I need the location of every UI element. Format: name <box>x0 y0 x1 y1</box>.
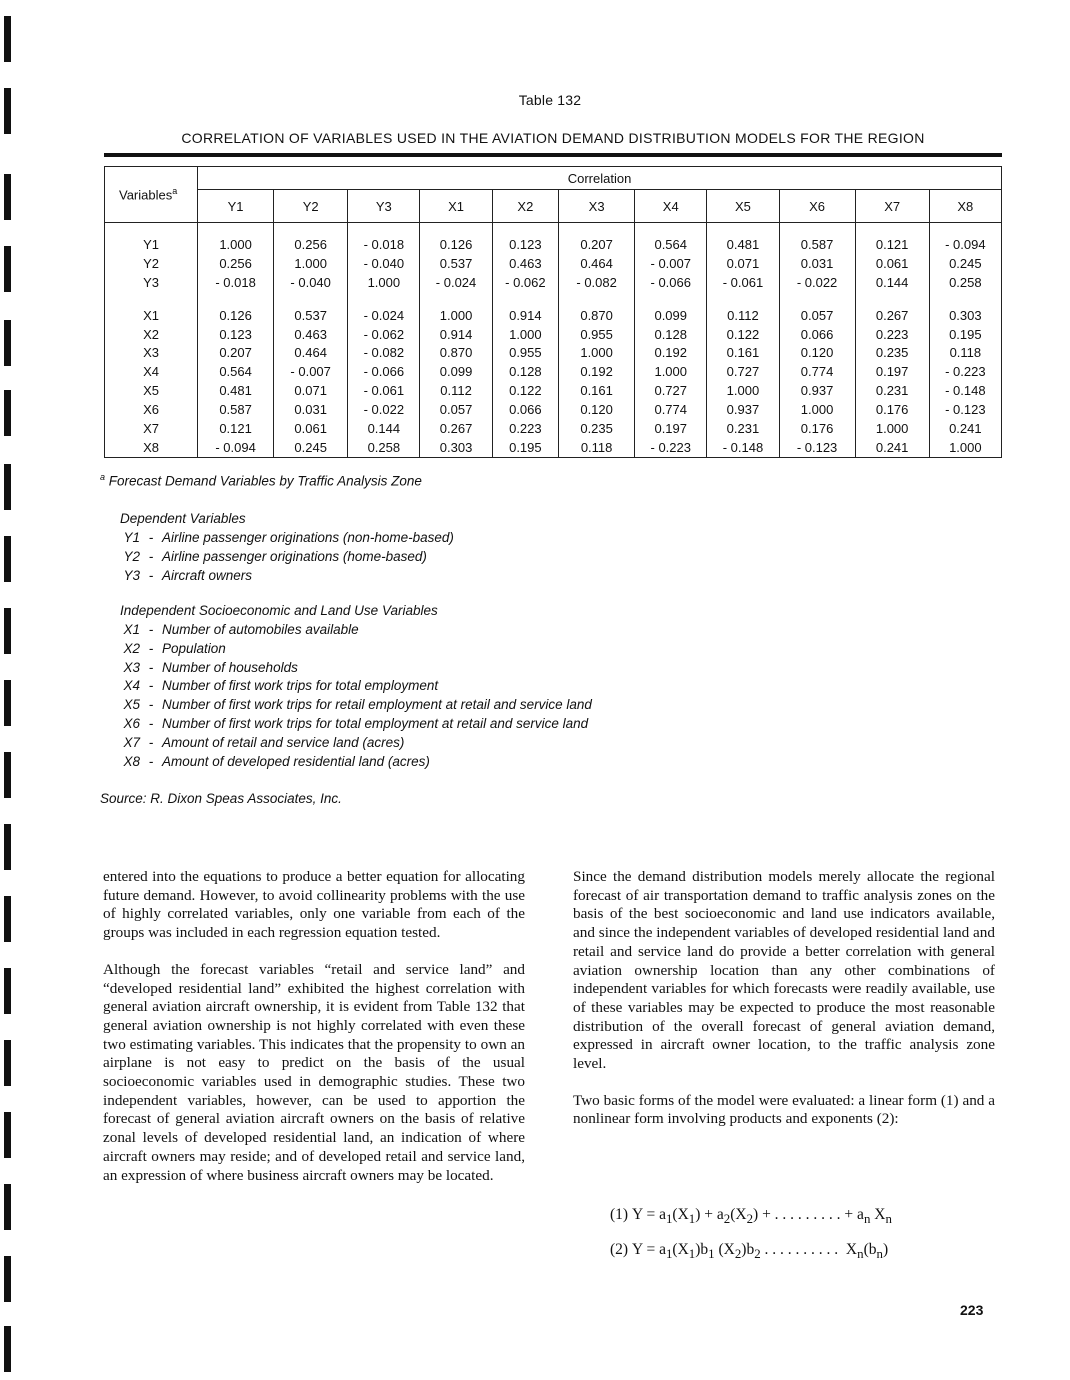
correlation-cell: 1.000 <box>559 343 635 362</box>
dependent-heading: Dependent Variables <box>120 511 246 526</box>
correlation-cell: 0.031 <box>779 254 855 273</box>
correlation-cell: - 0.062 <box>492 273 558 292</box>
correlation-cell: 0.176 <box>855 400 929 419</box>
correlation-cell: 0.207 <box>559 235 635 254</box>
right-column <box>573 868 995 1147</box>
dash-separator: - <box>148 659 154 675</box>
row-label: X3 <box>105 343 198 362</box>
table-row <box>105 400 1002 419</box>
correlation-cell: 0.161 <box>559 381 635 400</box>
variable-definition <box>100 754 430 769</box>
correlation-cell: 0.245 <box>274 438 348 457</box>
correlation-cell: 0.195 <box>929 325 1001 344</box>
correlation-cell: 0.071 <box>274 381 348 400</box>
column-header: X7 <box>855 190 929 223</box>
correlation-cell: 0.197 <box>855 362 929 381</box>
row-label: X8 <box>105 438 198 457</box>
table-row <box>105 438 1002 457</box>
correlation-cell: - 0.094 <box>198 438 274 457</box>
correlation-cell: 0.587 <box>198 400 274 419</box>
correlation-cell: 0.235 <box>855 343 929 362</box>
correlation-cell: 1.000 <box>779 400 855 419</box>
dash-separator: - <box>148 622 154 637</box>
correlation-cell: 0.099 <box>420 362 492 381</box>
correlation-cell: 0.195 <box>492 438 558 457</box>
correlation-cell: 0.774 <box>779 362 855 381</box>
variable-code: X8 <box>123 753 140 769</box>
variable-code: Y2 <box>123 548 140 564</box>
binder-mark <box>4 1326 11 1372</box>
left-column <box>103 868 525 1203</box>
correlation-cell: 0.057 <box>779 306 855 325</box>
correlation-cell: 0.207 <box>198 343 274 362</box>
row-label: X5 <box>105 381 198 400</box>
variable-definition <box>100 530 454 545</box>
correlation-cell: - 0.066 <box>635 273 707 292</box>
variable-definition <box>100 716 588 731</box>
correlation-cell: 0.303 <box>420 438 492 457</box>
page-number: 223 <box>960 1302 984 1318</box>
correlation-cell: 0.112 <box>420 381 492 400</box>
correlation-cell: 0.231 <box>855 381 929 400</box>
table-row <box>105 343 1002 362</box>
dash-separator: - <box>148 697 154 713</box>
correlation-cell: - 0.022 <box>348 400 420 419</box>
correlation-cell: 0.126 <box>198 306 274 325</box>
correlation-cell: - 0.024 <box>348 306 420 325</box>
correlation-cell: 0.144 <box>855 273 929 292</box>
correlation-cell: - 0.062 <box>348 325 420 344</box>
correlation-cell: 0.258 <box>348 438 420 457</box>
correlation-cell: 0.161 <box>707 343 779 362</box>
correlation-cell: 0.192 <box>559 362 635 381</box>
correlation-cell: 0.118 <box>929 343 1001 362</box>
formula-linear: (1) $Y = a_1(X_1) + a_2(X_2)$ + . . . . . . . . . + $a_n$ $X_n$ <box>610 1206 892 1227</box>
correlation-cell: 1.000 <box>420 306 492 325</box>
correlation-cell: - 0.066 <box>348 362 420 381</box>
correlation-cell: 0.914 <box>492 306 558 325</box>
binder-mark <box>4 1184 11 1230</box>
variable-definition <box>100 678 438 693</box>
correlation-table <box>104 166 1002 458</box>
correlation-cell: - 0.024 <box>420 273 492 292</box>
correlation-cell: 0.123 <box>492 235 558 254</box>
variable-code: Y1 <box>123 530 140 545</box>
correlation-cell: 0.121 <box>198 419 274 438</box>
variable-definition <box>100 735 404 750</box>
correlation-cell: 0.937 <box>707 400 779 419</box>
correlation-cell: 0.245 <box>929 254 1001 273</box>
correlation-cell: 0.914 <box>420 325 492 344</box>
correlation-cell: 0.066 <box>779 325 855 344</box>
correlation-cell: 0.192 <box>635 343 707 362</box>
correlation-cell: - 0.061 <box>348 381 420 400</box>
variable-definition <box>100 641 226 656</box>
column-header: X2 <box>492 190 558 223</box>
correlation-cell: 1.000 <box>492 325 558 344</box>
variable-description: Number of first work trips for total employment at retail and service land <box>162 716 589 731</box>
variable-definition <box>100 549 427 564</box>
variable-code: X7 <box>123 734 140 750</box>
row-label: X2 <box>105 325 198 344</box>
row-label: X6 <box>105 400 198 419</box>
correlation-cell: 0.267 <box>855 306 929 325</box>
correlation-cell: 0.464 <box>274 343 348 362</box>
correlation-cell: 0.197 <box>635 419 707 438</box>
correlation-cell: 0.122 <box>707 325 779 344</box>
correlation-cell: 0.071 <box>707 254 779 273</box>
variable-code: X5 <box>123 697 140 713</box>
row-label: Y1 <box>105 235 198 254</box>
correlation-cell: 0.241 <box>855 438 929 457</box>
correlation-cell: - 0.022 <box>779 273 855 292</box>
binder-mark <box>4 824 11 870</box>
variable-code: X1 <box>123 622 140 637</box>
variable-description: Number of first work trips for total employment <box>162 678 439 694</box>
correlation-cell: 0.303 <box>929 306 1001 325</box>
dash-separator: - <box>148 640 154 656</box>
variable-description: Airline passenger originations (non-home-based) <box>162 530 454 545</box>
column-header: X8 <box>929 190 1001 223</box>
correlation-cell: 0.537 <box>420 254 492 273</box>
binder-mark <box>4 608 11 654</box>
correlation-cell: 0.223 <box>492 419 558 438</box>
correlation-cell: - 0.123 <box>929 400 1001 419</box>
correlation-cell: - 0.007 <box>274 362 348 381</box>
variable-description: Population <box>162 640 226 656</box>
variable-description: Number of automobiles available <box>162 622 359 637</box>
correlation-cell: 1.000 <box>348 273 420 292</box>
correlation-cell: 1.000 <box>635 362 707 381</box>
correlation-cell: 0.955 <box>559 325 635 344</box>
dash-separator: - <box>148 530 154 545</box>
paragraph: Although the forecast variables “retail and service land” and “developed residential land” exhibited the highest correlation with general aviation aircraft ownership, it is evident from Table 132 that general aviation ownership is not highly correlated with even these two estimating variables. This indicates that the propensity to own an airplane is not easy to predict on the basis of the usual socioeconomic variables used in demographic studies. These two independent variables, however, can be used to apportion the forecast of general aviation aircraft owners on the basis of relative zonal levels of developed residential land, an indication of where aircraft owners may reside; and of developed retail and service land, an expression of where business aircraft owners may be located. <box>103 960 525 1184</box>
binder-mark <box>4 1040 11 1086</box>
correlation-cell: 0.123 <box>198 325 274 344</box>
binder-mark <box>4 320 11 366</box>
correlation-cell: 0.061 <box>274 419 348 438</box>
row-label: X4 <box>105 362 198 381</box>
binder-mark <box>4 1256 11 1302</box>
correlation-cell: - 0.082 <box>348 343 420 362</box>
correlation-cell: - 0.148 <box>929 381 1001 400</box>
correlation-cell: 0.144 <box>348 419 420 438</box>
correlation-cell: 0.031 <box>274 400 348 419</box>
correlation-cell: 1.000 <box>707 381 779 400</box>
correlation-cell: 0.481 <box>198 381 274 400</box>
row-label: X1 <box>105 306 198 325</box>
variable-definition <box>100 660 298 675</box>
paragraph: entered into the equations to produce a better equation for allocating future demand. However, to avoid collinearity problems with the use of highly correlated variables, only one variable from each of the groups was included in each regression equation tested. <box>103 868 525 942</box>
correlation-cell: 0.870 <box>420 343 492 362</box>
variable-code: Y3 <box>123 567 140 583</box>
table-row <box>105 381 1002 400</box>
correlation-cell: 0.564 <box>635 235 707 254</box>
table-row <box>105 235 1002 254</box>
table-row <box>105 362 1002 381</box>
correlation-cell: - 0.018 <box>348 235 420 254</box>
table-row <box>105 273 1002 292</box>
binder-mark <box>4 16 11 62</box>
independent-heading: Independent Socioeconomic and Land Use Variables <box>120 603 438 618</box>
correlation-cell: 0.955 <box>492 343 558 362</box>
correlation-cell: 0.118 <box>559 438 635 457</box>
binder-mark <box>4 464 11 510</box>
variable-code: X6 <box>123 716 140 731</box>
binder-mark <box>4 752 11 798</box>
column-header: Y1 <box>198 190 274 223</box>
correlation-cell: 0.256 <box>198 254 274 273</box>
column-header: X1 <box>420 190 492 223</box>
variable-definition <box>100 622 359 637</box>
source-note: Source: R. Dixon Speas Associates, Inc. <box>100 791 342 806</box>
variable-definition <box>100 697 592 712</box>
correlation-cell: 0.937 <box>779 381 855 400</box>
correlation-cell: 0.587 <box>779 235 855 254</box>
correlation-cell: 0.223 <box>855 325 929 344</box>
column-header: X6 <box>779 190 855 223</box>
correlation-cell: 1.000 <box>274 254 348 273</box>
table-row <box>105 306 1002 325</box>
correlation-cell: - 0.007 <box>635 254 707 273</box>
correlation-cell: 0.727 <box>707 362 779 381</box>
variable-code: X3 <box>123 659 140 675</box>
variable-description: Amount of retail and service land (acres) <box>162 734 405 750</box>
correlation-cell: - 0.082 <box>559 273 635 292</box>
column-header: X5 <box>707 190 779 223</box>
variable-code: X2 <box>123 640 140 656</box>
correlation-cell: 0.099 <box>635 306 707 325</box>
binder-mark <box>4 968 11 1014</box>
correlation-cell: 0.120 <box>559 400 635 419</box>
correlation-cell: 0.126 <box>420 235 492 254</box>
correlation-cell: 0.112 <box>707 306 779 325</box>
binder-mark <box>4 1112 11 1158</box>
correlation-cell: 0.727 <box>635 381 707 400</box>
correlation-cell: - 0.148 <box>707 438 779 457</box>
binder-marks <box>2 0 16 1380</box>
variable-description: Number of households <box>162 659 298 675</box>
correlation-cell: 0.231 <box>707 419 779 438</box>
paragraph: Since the demand distribution models merely allocate the regional forecast of air transportation demand to traffic analysis zones on the basis of the best socioeconomic and land use indicators available, and since the independent variables of developed residential land and retail and service land do provide a better correlation with general aviation ownership location than any other combinations of independent variables for which forecasts were readily available, use of these variables may be expected to produce the most reasonable distribution of the overall forecast of general aviation demand, expressed in aircraft owner location, to the traffic analysis zone level. <box>573 868 995 1073</box>
variable-description: Number of first work trips for retail employment at retail and service land <box>162 697 592 713</box>
binder-mark <box>4 246 11 292</box>
binder-mark <box>4 174 11 220</box>
footnote: $^a$ Forecast Demand Variables by Traffic Analysis Zone <box>100 472 422 489</box>
variables-header: Variables$^a$ <box>105 167 198 223</box>
binder-mark <box>4 896 11 942</box>
correlation-cell: 0.057 <box>420 400 492 419</box>
column-header-row <box>105 190 1002 223</box>
correlation-cell: 0.122 <box>492 381 558 400</box>
row-label: Y3 <box>105 273 198 292</box>
correlation-cell: - 0.223 <box>635 438 707 457</box>
variable-description: Aircraft owners <box>162 567 253 583</box>
correlation-cell: - 0.094 <box>929 235 1001 254</box>
dash-separator: - <box>148 753 154 769</box>
correlation-cell: - 0.223 <box>929 362 1001 381</box>
correlation-cell: 0.256 <box>274 235 348 254</box>
dash-separator: - <box>148 548 154 564</box>
column-header: X4 <box>635 190 707 223</box>
correlation-cell: 0.463 <box>492 254 558 273</box>
correlation-cell: 0.128 <box>492 362 558 381</box>
correlation-cell: 0.176 <box>779 419 855 438</box>
correlation-cell: 0.120 <box>779 343 855 362</box>
table-top-rule <box>104 153 1002 157</box>
column-header: Y3 <box>348 190 420 223</box>
table-row <box>105 325 1002 344</box>
row-label: X7 <box>105 419 198 438</box>
correlation-cell: 0.258 <box>929 273 1001 292</box>
correlation-cell: - 0.040 <box>348 254 420 273</box>
table-title: CORRELATION OF VARIABLES USED IN THE AVIATION DEMAND DISTRIBUTION MODELS FOR THE REGION <box>181 130 925 146</box>
correlation-cell: 0.870 <box>559 306 635 325</box>
correlation-cell: 0.774 <box>635 400 707 419</box>
correlation-cell: - 0.040 <box>274 273 348 292</box>
correlation-cell: 0.464 <box>559 254 635 273</box>
dash-separator: - <box>148 678 154 694</box>
correlation-cell: 1.000 <box>855 419 929 438</box>
correlation-cell: 0.463 <box>274 325 348 344</box>
correlation-cell: 0.481 <box>707 235 779 254</box>
row-label: Y2 <box>105 254 198 273</box>
binder-mark <box>4 680 11 726</box>
column-header: Y2 <box>274 190 348 223</box>
formula-nonlinear: (2) $Y = a_1(X_1)b_1$ $(X_2)b_2$ . . . . . . . . . . $X_n(b_n)$ <box>610 1241 889 1262</box>
column-header: X3 <box>559 190 635 223</box>
table-number: Table 132 <box>518 92 582 108</box>
variable-code: X4 <box>123 678 140 694</box>
correlation-cell: - 0.123 <box>779 438 855 457</box>
correlation-cell: 0.066 <box>492 400 558 419</box>
correlation-cell: 0.235 <box>559 419 635 438</box>
correlation-cell: 0.061 <box>855 254 929 273</box>
table-row <box>105 254 1002 273</box>
correlation-cell: 0.128 <box>635 325 707 344</box>
correlation-cell: 1.000 <box>929 438 1001 457</box>
correlation-cell: 0.267 <box>420 419 492 438</box>
correlation-cell: 1.000 <box>198 235 274 254</box>
correlation-cell: 0.241 <box>929 419 1001 438</box>
dash-separator: - <box>148 734 154 750</box>
correlation-cell: 0.537 <box>274 306 348 325</box>
correlation-cell: 0.564 <box>198 362 274 381</box>
binder-mark <box>4 536 11 582</box>
correlation-group-header: Correlation <box>198 167 1002 190</box>
variable-definition <box>100 568 252 583</box>
variable-description: Amount of developed residential land (acres) <box>162 753 430 769</box>
correlation-cell: 0.121 <box>855 235 929 254</box>
dash-separator: - <box>148 567 154 583</box>
correlation-cell: - 0.018 <box>198 273 274 292</box>
variable-description: Airline passenger originations (home-based) <box>162 548 427 564</box>
table-body <box>105 223 1002 458</box>
correlation-cell: - 0.061 <box>707 273 779 292</box>
paragraph: Two basic forms of the model were evaluated: a linear form (1) and a nonlinear form involving products and exponents (2): <box>573 1091 995 1128</box>
dash-separator: - <box>148 716 154 731</box>
binder-mark <box>4 390 11 436</box>
table-row <box>105 419 1002 438</box>
